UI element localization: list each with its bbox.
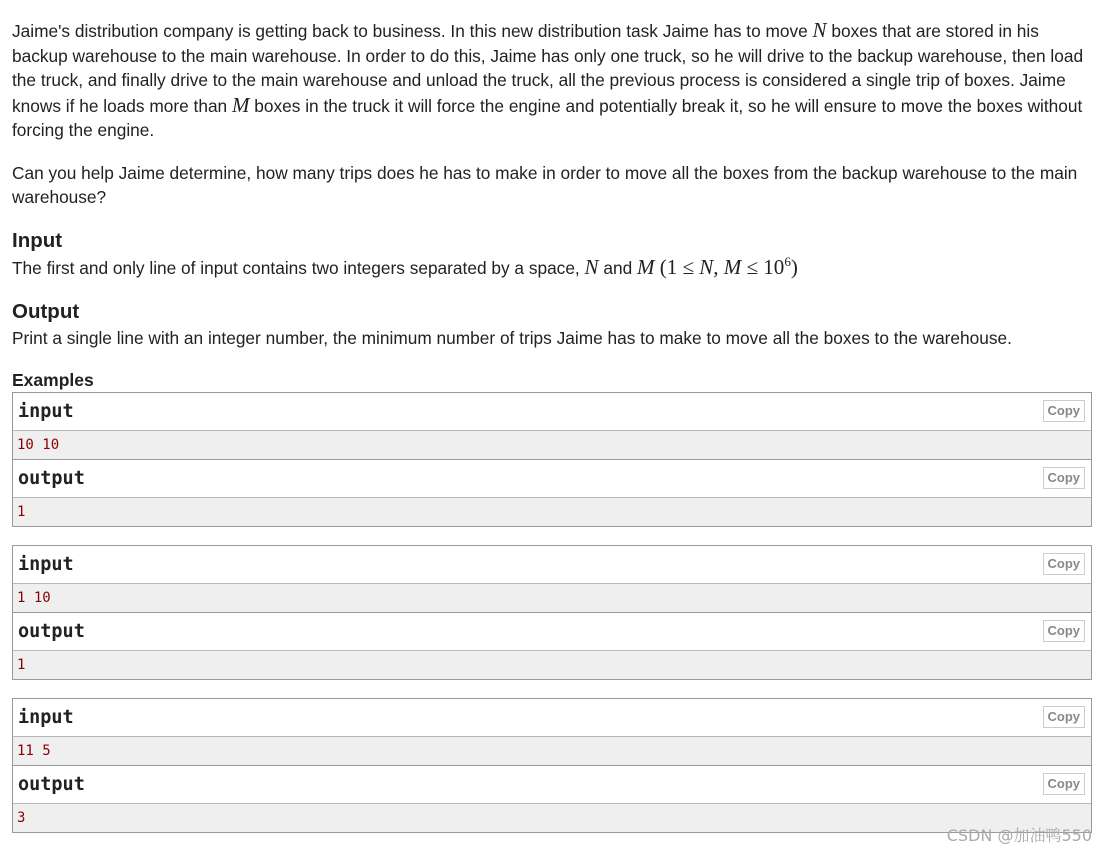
constraint-close: ) bbox=[790, 254, 798, 279]
output-label: output bbox=[18, 773, 85, 795]
output-value: 1 bbox=[13, 497, 1091, 526]
output-label: output bbox=[18, 620, 85, 642]
output-header bbox=[13, 766, 1091, 803]
examples-title: Examples bbox=[12, 369, 94, 390]
constraint-open: (1 ≤ bbox=[654, 254, 700, 279]
output-value: 3 bbox=[13, 803, 1091, 832]
copy-button[interactable]: Copy bbox=[1043, 467, 1086, 489]
problem-statement bbox=[12, 18, 1092, 833]
constraint bbox=[655, 255, 798, 279]
input-value: 10 10 bbox=[13, 430, 1091, 460]
watermark: CSDN @加油鸭550 bbox=[946, 826, 1092, 845]
input-label: input bbox=[18, 706, 74, 728]
copy-button[interactable]: Copy bbox=[1043, 553, 1086, 575]
input-header bbox=[13, 393, 1091, 430]
output-header bbox=[13, 613, 1091, 650]
input-section-title: Input bbox=[12, 228, 63, 252]
copy-button[interactable]: Copy bbox=[1043, 400, 1086, 422]
statement-text: boxes that are stored in his backup warehouse to the main warehouse. In order to do this, Jaime has only one truck, so he will drive to the backup warehouse, then load the truck, and finally drive to the main warehouse and unload the truck, all the previous process is considered a single trip of boxes. Jaime knows if he loads more than bbox=[12, 21, 1084, 116]
output-header bbox=[13, 460, 1091, 497]
math-var-m: M bbox=[231, 92, 250, 117]
input-value: 11 5 bbox=[13, 736, 1091, 766]
output-label: output bbox=[18, 467, 85, 489]
output-section-title: Output bbox=[12, 299, 80, 323]
constraint-vars: N, M bbox=[699, 254, 742, 279]
constraint-exponent: 6 bbox=[784, 253, 791, 269]
examples-list bbox=[12, 392, 1092, 833]
copy-button[interactable]: Copy bbox=[1043, 773, 1086, 795]
output-value: 1 bbox=[13, 650, 1091, 679]
input-label: input bbox=[18, 400, 74, 422]
input-header bbox=[13, 699, 1091, 736]
math-var-n: N bbox=[812, 18, 827, 42]
input-text: and bbox=[598, 257, 637, 278]
statement-text: boxes in the truck it will force the engine and potentially break it, so he will ensure to move the boxes without forcing the engine. bbox=[12, 95, 1083, 140]
math-var-n: N bbox=[584, 254, 599, 279]
copy-button[interactable]: Copy bbox=[1043, 706, 1086, 728]
statement-paragraph-2: Can you help Jaime determine, how many trips does he has to make in order to move all the boxes from the backup warehouse to the main warehouse? bbox=[12, 162, 1078, 207]
math-var-m: M bbox=[637, 254, 655, 279]
input-text: The first and only line of input contains two integers separated by a space, bbox=[12, 257, 585, 278]
example-block bbox=[12, 545, 1092, 680]
input-value: 1 10 bbox=[13, 583, 1091, 613]
constraint-le: ≤ 10 bbox=[741, 254, 785, 279]
copy-button[interactable]: Copy bbox=[1043, 620, 1086, 642]
example-block bbox=[12, 698, 1092, 833]
statement-text: Jaime's distribution company is getting back to business. In this new distribution task Jaime has to move bbox=[12, 21, 813, 41]
input-section-text bbox=[12, 254, 1092, 281]
statement-paragraph-1 bbox=[12, 18, 1092, 143]
input-header bbox=[13, 546, 1091, 583]
example-block bbox=[12, 392, 1092, 527]
input-label: input bbox=[18, 553, 74, 575]
output-section-text: Print a single line with an integer number, the minimum number of trips Jaime has to make to move all the boxes to the warehouse. bbox=[12, 327, 1012, 348]
